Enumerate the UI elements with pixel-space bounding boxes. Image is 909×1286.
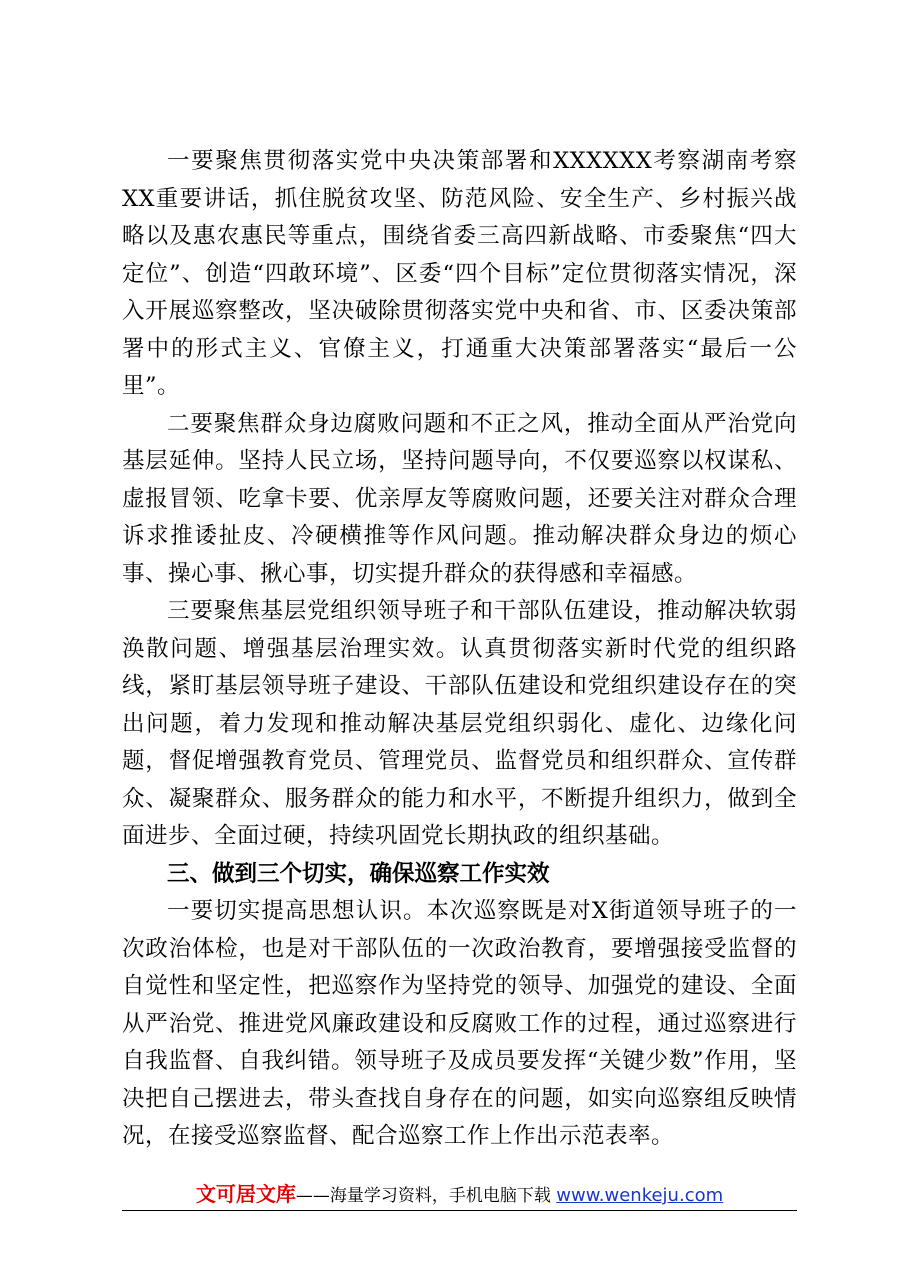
section-heading: 三、做到三个切实，确保巡察工作实效: [167, 860, 550, 887]
paragraph: 一要切实提高思想认识。本次巡察既是对X街道领导班子的一次政治体检，也是对干部队伍的一次政治教育，要增强接受监督的自觉性和坚定性，把巡察作为坚持党的领导、加强党的建设、全面从严治党、推进党风廉政建设和反腐败工作的过程，通过巡察进行自我监督、自我纠错。领导班子及成员要发挥“关键少数”作用，坚决把自己摆进去，带头查找自身存在的问题，如实向巡察组反映情况，在接受巡察监督、配合巡察工作上作出示范表率。: [122, 898, 797, 1149]
footer-brand: 文可居文库: [195, 1182, 296, 1206]
paragraph: 三要聚焦基层党组织领导班子和干部队伍建设，推动解决软弱涣散问题、增强基层治理实效。认真贯彻落实新时代党的组织路线，紧盯基层领导班子建设、干部队伍建设和党组织建设存在的突出问题，着力发现和推动解决基层党组织弱化、虚化、边缘化问题，督促增强教育党员、管理党员、监督党员和组织群众、宣传群众、凝聚群众、服务群众的能力和水平，不断提升组织力，做到全面进步、全面过硬，持续巩固党长期执政的组织基础。: [122, 598, 797, 849]
footer-divider: [122, 1210, 797, 1211]
paragraph: 一要聚焦贯彻落实党中央决策部署和XXXXXX考察湖南考察XX重要讲话，抓住脱贫攻坚、防范风险、安全生产、乡村振兴战略以及惠农惠民等重点，围绕省委三高四新战略、市委聚焦“四大定位”、创造“四敢环境”、区委“四个目标”定位贯彻落实情况，深入开展巡察整改，坚决破除贯彻落实党中央和省、市、区委决策部署中的形式主义、官僚主义，打通重大决策部署落实“最后一公里”。: [122, 148, 797, 399]
footer: [122, 1180, 797, 1210]
footer-tagline: ——海量学习资料，手机电脑下载: [295, 1186, 551, 1206]
paragraph: 二要聚焦群众身边腐败问题和不正之风，推动全面从严治党向基层延伸。坚持人民立场，坚持问题导向，不仅要巡察以权谋私、虚报冒领、吃拿卡要、优亲厚友等腐败问题，还要关注对群众合理诉求推诿扯皮、冷硬横推等作风问题。推动解决群众身边的烦心事、操心事、揪心事，切实提升群众的获得感和幸福感。: [122, 410, 797, 587]
document-body: [122, 143, 797, 1156]
footer-link[interactable]: www.wenkeju.com: [556, 1185, 724, 1206]
